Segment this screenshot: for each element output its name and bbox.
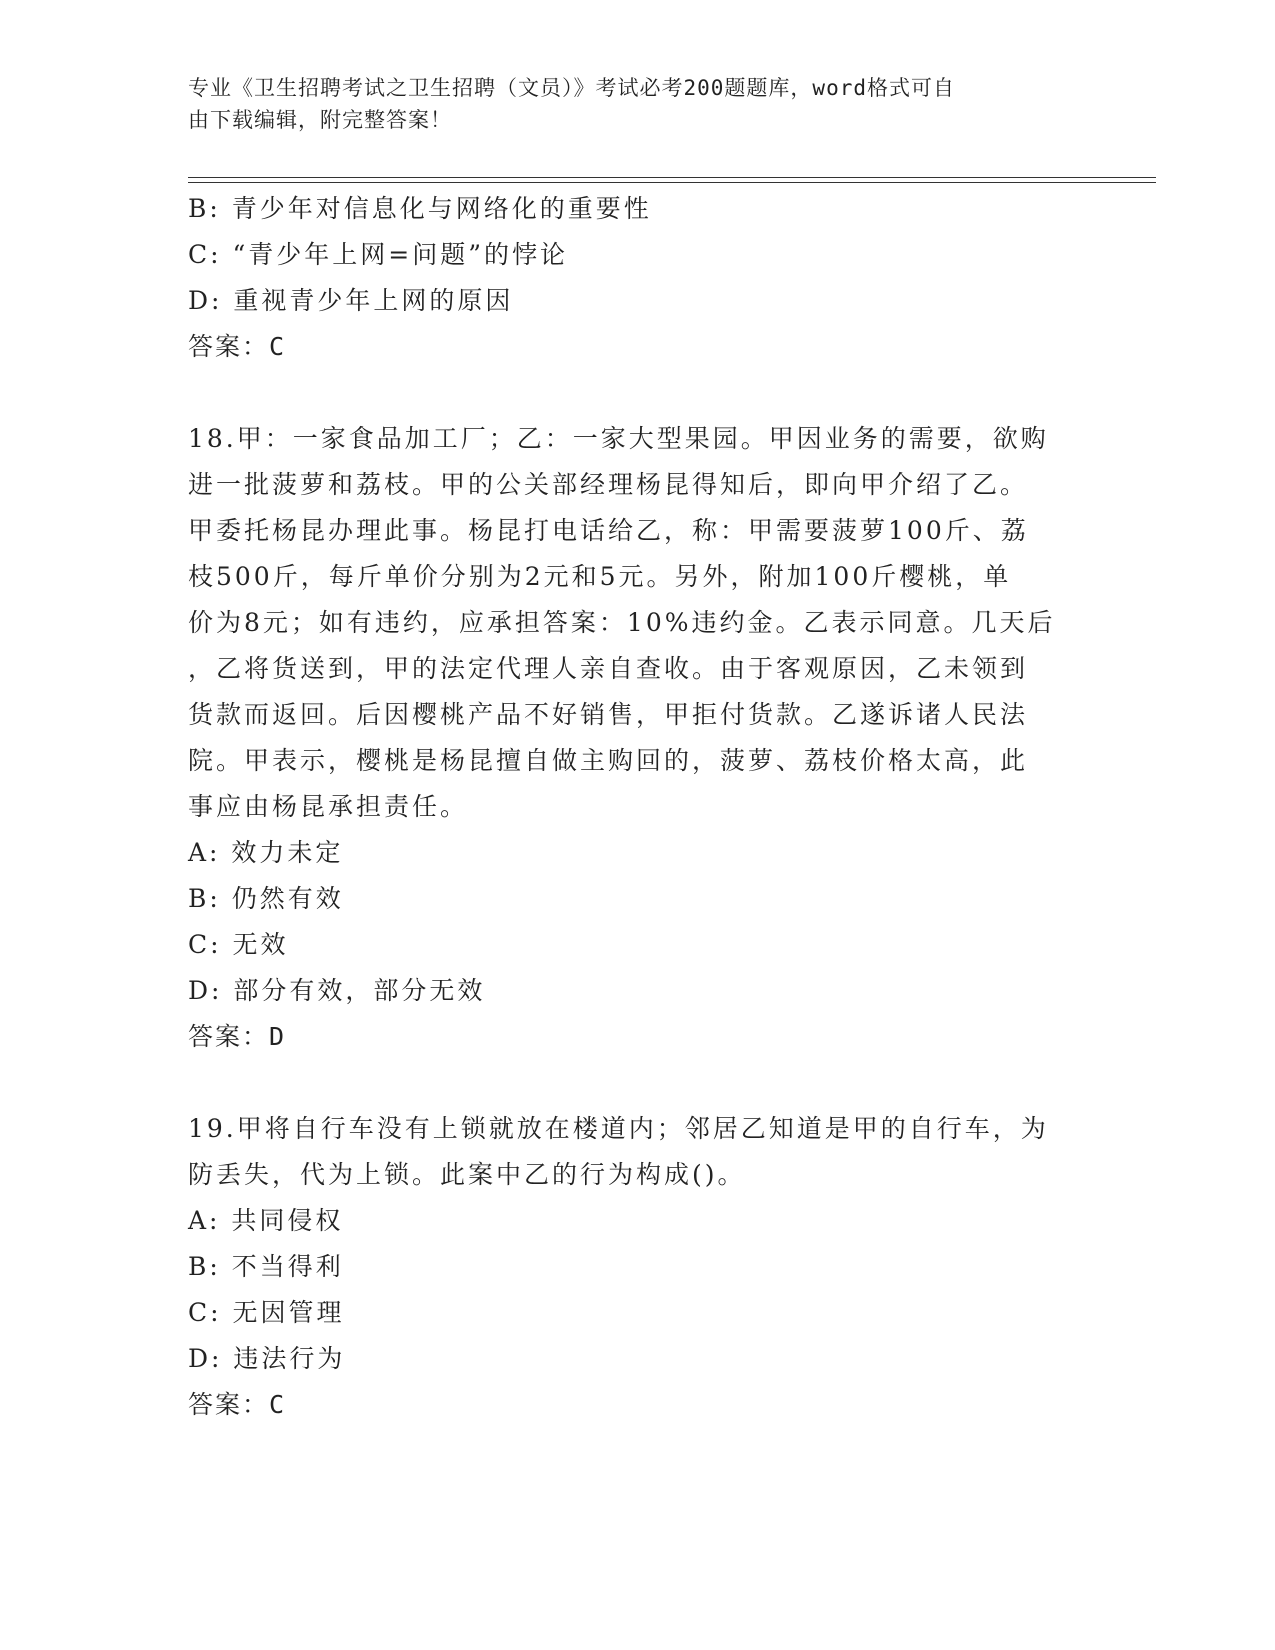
header-line-1: 专业《卫生招聘考试之卫生招聘（文员）》考试必考200题题库，word格式可自 [188, 76, 955, 100]
header-line-2: 由下载编辑，附完整答案！ [188, 108, 452, 132]
option-c: C: “青少年上网=问题”的悖论 [188, 240, 569, 269]
document-header [188, 72, 1068, 136]
question-text-line: ，乙将货送到，甲的法定代理人亲自查收。由于客观原因，乙未领到 [188, 654, 1029, 683]
answer-line: 答案：D [188, 1022, 287, 1051]
option-b: B: 不当得利 [188, 1252, 344, 1281]
option-a: A: 共同侵权 [188, 1206, 344, 1235]
question-text-line: 甲委托杨昆办理此事。杨昆打电话给乙，称：甲需要菠萝100斤、荔 [188, 516, 1029, 545]
option-b: B: 青少年对信息化与网络化的重要性 [188, 194, 652, 223]
question-text-line: 防丢失，代为上锁。此案中乙的行为构成()。 [188, 1160, 746, 1189]
spacer [188, 370, 1088, 416]
question-text-line: 货款而返回。后因樱桃产品不好销售，甲拒付货款。乙遂诉诸人民法 [188, 700, 1029, 729]
previous-question [188, 186, 1088, 370]
header-divider-bottom [188, 182, 1156, 183]
option-c: C: 无因管理 [188, 1298, 345, 1327]
question-text-line: 进一批菠萝和荔枝。甲的公关部经理杨昆得知后，即向甲介绍了乙。 [188, 470, 1029, 499]
option-a: A: 效力未定 [188, 838, 344, 867]
option-c: C: 无效 [188, 930, 289, 959]
question-text-line: 事应由杨昆承担责任。 [188, 792, 469, 821]
document-body [188, 186, 1088, 1428]
option-d: D: 部分有效，部分无效 [188, 976, 486, 1005]
header-divider-top [188, 177, 1156, 178]
question-text-line: 18.甲：一家食品加工厂；乙：一家大型果园。甲因业务的需要，欲购 [188, 424, 1049, 453]
question-text-line: 院。甲表示，樱桃是杨昆擅自做主购回的，菠萝、荔枝价格太高，此 [188, 746, 1029, 775]
question-text-line: 19.甲将自行车没有上锁就放在楼道内；邻居乙知道是甲的自行车，为 [188, 1114, 1049, 1143]
question-text-line: 枝500斤，每斤单价分别为2元和5元。另外，附加100斤樱桃，单 [188, 562, 1012, 591]
question-18 [188, 416, 1088, 1060]
answer-line: 答案：C [188, 332, 287, 361]
option-d: D: 重视青少年上网的原因 [188, 286, 514, 315]
option-b: B: 仍然有效 [188, 884, 344, 913]
option-d: D: 违法行为 [188, 1344, 346, 1373]
answer-line: 答案：C [188, 1390, 287, 1419]
question-text-line: 价为8元；如有违约，应承担答案：10%违约金。乙表示同意。几天后 [188, 608, 1056, 637]
spacer [188, 1060, 1088, 1106]
question-19 [188, 1106, 1088, 1428]
